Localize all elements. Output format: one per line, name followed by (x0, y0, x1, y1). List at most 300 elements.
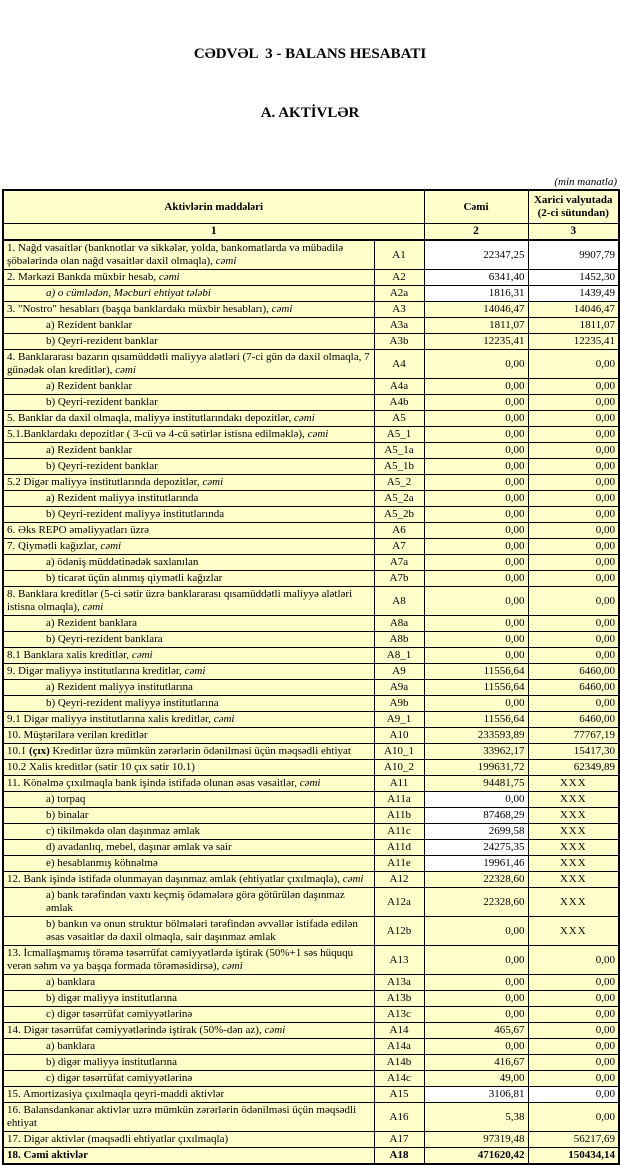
table-row (3, 1071, 619, 1087)
cell-total: 0,00 (424, 459, 528, 475)
cell-total: 0,00 (424, 696, 528, 712)
label-text-run: 12. Bank işində istifadə olunmayan daşınmaz əmlak (ehtiyatlar çıxılmaqla), (7, 873, 343, 885)
cell-foreign: XXX (528, 824, 619, 840)
row-code: A15 (374, 1087, 424, 1103)
row-code: A14 (374, 1023, 424, 1039)
label-text-run: (çıx) (29, 745, 50, 757)
label-text-run: b) bankın və onun struktur bölmələri tərəfindən əvvəllər istifadə edilən əsas vəsaitlər də daxil olmaqla, sair daşınmaz əmlak (46, 918, 358, 943)
label-text-run: cəmi (202, 476, 224, 488)
row-label (3, 648, 374, 664)
cell-total: 22328,60 (424, 872, 528, 888)
row-label (3, 728, 374, 744)
row-label (3, 1007, 374, 1023)
cell-foreign: XXX (528, 808, 619, 824)
label-text-run: 5.2 Digər maliyyə institutlarında depozitlər, (7, 476, 203, 488)
table-row (3, 648, 619, 664)
row-code: A5_2a (374, 491, 424, 507)
label-text-run: 10.1 (7, 745, 29, 757)
label-text-run: b) Qeyri-rezident maliyyə institutlarında (46, 508, 225, 520)
cell-foreign: XXX (528, 792, 619, 808)
row-code: A10 (374, 728, 424, 744)
row-code: A5_1a (374, 443, 424, 459)
cell-foreign: 14046,47 (528, 302, 619, 318)
label-text-run: 18. Cəmi aktivlər (7, 1149, 88, 1161)
cell-foreign: 0,00 (528, 1087, 619, 1103)
cell-total: 199631,72 (424, 760, 528, 776)
label-text-run: a) torpaq (46, 793, 86, 805)
cell-foreign: XXX (528, 888, 619, 917)
row-label (3, 888, 374, 917)
cell-total: 0,00 (424, 946, 528, 975)
row-label (3, 1132, 374, 1148)
label-text-run: cəmi (342, 873, 364, 885)
label-text-run: 10.2 Xalis kreditlər (sətir 10 çıx sətir 10.1) (7, 761, 195, 773)
table-row (3, 856, 619, 872)
row-code: A13b (374, 991, 424, 1007)
table-row (3, 824, 619, 840)
table-row (3, 350, 619, 379)
cell-total: 465,67 (424, 1023, 528, 1039)
cell-total: 0,00 (424, 975, 528, 991)
cell-total: 19961,46 (424, 856, 528, 872)
cell-total: 24275,35 (424, 840, 528, 856)
row-code: A8b (374, 632, 424, 648)
row-label (3, 696, 374, 712)
cell-foreign: 12235,41 (528, 334, 619, 350)
row-code: A12a (374, 888, 424, 917)
cell-total: 0,00 (424, 507, 528, 523)
cell-foreign: 0,00 (528, 946, 619, 975)
label-text-run: a) bank tərəfindən vaxtı keçmiş ödəmələrə görə götürülən daşınmaz əmlak (46, 889, 345, 914)
row-label (3, 1039, 374, 1055)
label-text-run: cəmi (158, 271, 180, 283)
row-label (3, 334, 374, 350)
row-code: A9 (374, 664, 424, 680)
row-code: A8 (374, 587, 424, 616)
row-label (3, 712, 374, 728)
cell-foreign: 0,00 (528, 350, 619, 379)
label-text-run: 8. Banklara kreditlər (5-ci sətir üzrə banklararası qısamüddətli maliyyə alətləri istisna olmaqla), (7, 588, 353, 613)
row-code: A13c (374, 1007, 424, 1023)
cell-foreign: 1452,30 (528, 270, 619, 286)
label-text-run: b) Qeyri-rezident banklara (46, 633, 163, 645)
table-row (3, 1055, 619, 1071)
label-text-run: b) digər maliyyə institutlarına (46, 992, 178, 1004)
table-row (3, 1087, 619, 1103)
row-label (3, 680, 374, 696)
label-text-run: cəmi (100, 540, 122, 552)
row-code: A7 (374, 539, 424, 555)
cell-total: 11556,64 (424, 664, 528, 680)
table-row (3, 587, 619, 616)
row-label (3, 302, 374, 318)
label-text-run: 9.1 Digər maliyyə institutlarına xalis kreditlər, (7, 713, 214, 725)
colnum-items: 1 (3, 224, 424, 241)
table-row (3, 696, 619, 712)
table-row (3, 1103, 619, 1132)
colnum-foreign: 3 (528, 224, 619, 241)
label-text-run: cəmi (115, 364, 136, 376)
cell-foreign: 0,00 (528, 443, 619, 459)
row-code: A5_1b (374, 459, 424, 475)
cell-foreign: 0,00 (528, 411, 619, 427)
label-text-run: b) digər maliyyə institutlarına (46, 1056, 178, 1068)
cell-foreign: XXX (528, 776, 619, 792)
label-text-run: a) banklara (46, 976, 96, 988)
row-label (3, 507, 374, 523)
cell-total: 0,00 (424, 648, 528, 664)
row-label (3, 270, 374, 286)
row-label (3, 1148, 374, 1165)
row-code: A12b (374, 917, 424, 946)
row-label (3, 808, 374, 824)
cell-foreign: 0,00 (528, 459, 619, 475)
cell-foreign: 0,00 (528, 379, 619, 395)
cell-foreign: 0,00 (528, 616, 619, 632)
cell-total: 3106,81 (424, 1087, 528, 1103)
row-code: A18 (374, 1148, 424, 1165)
cell-total: 0,00 (424, 1007, 528, 1023)
label-text-run: a) Rezident maliyyə institutlarına (46, 681, 193, 693)
row-code: A12 (374, 872, 424, 888)
row-code: A11 (374, 776, 424, 792)
label-text-run: a) Rezident banklar (46, 444, 133, 456)
label-text-run: cəmi (222, 960, 243, 972)
cell-total: 416,67 (424, 1055, 528, 1071)
label-text-run: 9. Digər maliyyə institutlarına kreditlər, (7, 665, 185, 677)
label-text-run: Kreditlər üzrə mümkün zərərlərin ödənilməsi üçün məqsədli ehtiyat (49, 745, 351, 757)
table-row (3, 555, 619, 571)
label-text-run: 5.1.Banklardakı depozitlər ( 3-cü və 4-cü sətirlər istisna edilməklə), (7, 428, 308, 440)
row-label (3, 872, 374, 888)
row-label (3, 395, 374, 411)
row-code: A17 (374, 1132, 424, 1148)
label-text-run: a) ödəniş müddətinədək saxlanılan (46, 556, 199, 568)
label-text-run: c) tikilməkdə olan daşınmaz əmlak (46, 825, 200, 837)
table-row (3, 840, 619, 856)
cell-foreign: 0,00 (528, 539, 619, 555)
cell-foreign: 0,00 (528, 491, 619, 507)
row-code: A10_2 (374, 760, 424, 776)
table-row (3, 632, 619, 648)
cell-foreign: 0,00 (528, 1103, 619, 1132)
row-code: A11c (374, 824, 424, 840)
row-label (3, 555, 374, 571)
label-text-run: 16. Balansdankənar aktivlər uzrə mümkün zərərlərin ödənilməsi üçün məqsədli ehtiyat (7, 1104, 357, 1129)
column-number-row (3, 224, 619, 241)
cell-foreign: 0,00 (528, 1007, 619, 1023)
label-text-run: 3. "Nostro" hesabları (başqa banklardakı müxbir hesabları), (7, 303, 272, 315)
cell-foreign: 77767,19 (528, 728, 619, 744)
cell-foreign: 0,00 (528, 587, 619, 616)
row-code: A4 (374, 350, 424, 379)
cell-total: 49,00 (424, 1071, 528, 1087)
label-text-run: b) Qeyri-rezident maliyyə institutlarına (46, 697, 219, 709)
header-foreign-label: Xarici valyutada (2-ci sütundan) (528, 190, 619, 224)
row-code: A5_2b (374, 507, 424, 523)
cell-foreign: 9907,79 (528, 240, 619, 270)
label-text-run: d) avadanlıq, mebel, daşınar əmlak və sair (46, 841, 232, 853)
label-text-run: c) digər təsərrüfat cəmiyyətlərinə (46, 1008, 193, 1020)
cell-total: 0,00 (424, 792, 528, 808)
cell-foreign: 6460,00 (528, 680, 619, 696)
cell-foreign: XXX (528, 872, 619, 888)
row-label (3, 411, 374, 427)
row-code: A14a (374, 1039, 424, 1055)
row-label (3, 1087, 374, 1103)
label-text-run: 17. Digər aktivlər (məqsədli ehtiyatlar çıxılmaqla) (7, 1133, 229, 1145)
table-row (3, 975, 619, 991)
table-row (3, 240, 619, 270)
table-row (3, 475, 619, 491)
cell-total: 33962,17 (424, 744, 528, 760)
cell-foreign: 0,00 (528, 696, 619, 712)
row-label (3, 1071, 374, 1087)
cell-foreign: 1439,49 (528, 286, 619, 302)
row-label (3, 1055, 374, 1071)
cell-total: 0,00 (424, 491, 528, 507)
cell-foreign: XXX (528, 917, 619, 946)
cell-foreign: 6460,00 (528, 712, 619, 728)
label-text-run: a) o cümlədən, Məcburi ehtiyat tələbi (46, 287, 211, 299)
row-code: A5_1 (374, 427, 424, 443)
row-label (3, 459, 374, 475)
row-label (3, 379, 374, 395)
row-label (3, 1023, 374, 1039)
cell-total: 0,00 (424, 395, 528, 411)
table-body (3, 240, 619, 1164)
cell-total: 22347,25 (424, 240, 528, 270)
label-text-run: 7. Qiymətli kağızlar, (7, 540, 101, 552)
row-label (3, 760, 374, 776)
table-row (3, 571, 619, 587)
label-text-run: 6. Əks REPO əməliyyatları üzrə (7, 524, 150, 536)
label-text-run: c) digər təsərrüfat cəmiyyətlərinə (46, 1072, 193, 1084)
table-row (3, 664, 619, 680)
cell-foreign: 0,00 (528, 975, 619, 991)
row-code: A8_1 (374, 648, 424, 664)
header-items-label: Aktivlərin maddələri (3, 190, 424, 224)
row-code: A11b (374, 808, 424, 824)
row-label (3, 632, 374, 648)
cell-foreign: 56217,69 (528, 1132, 619, 1148)
label-text-run: cəmi (215, 255, 237, 267)
cell-total: 2699,58 (424, 824, 528, 840)
row-label (3, 523, 374, 539)
cell-foreign: 0,00 (528, 507, 619, 523)
row-code: A4a (374, 379, 424, 395)
table-row (3, 1039, 619, 1055)
row-label (3, 975, 374, 991)
label-text-run: 2. Mərkəzi Bankda müxbir hesab, (7, 271, 159, 283)
row-label (3, 427, 374, 443)
row-code: A2a (374, 286, 424, 302)
cell-total: 471620,42 (424, 1148, 528, 1165)
row-label (3, 840, 374, 856)
label-text-run: cəmi (307, 428, 329, 440)
row-label (3, 792, 374, 808)
cell-foreign: 1811,07 (528, 318, 619, 334)
cell-foreign: 0,00 (528, 475, 619, 491)
table-row (3, 946, 619, 975)
cell-foreign: 0,00 (528, 523, 619, 539)
table-row (3, 917, 619, 946)
header-total-label: Cəmi (424, 190, 528, 224)
cell-total: 0,00 (424, 991, 528, 1007)
row-code: A3b (374, 334, 424, 350)
row-label (3, 1103, 374, 1132)
cell-foreign: 0,00 (528, 1023, 619, 1039)
label-text-run: 13. İcmallaşmamış törəmə təsərrüfat cəmiyyətlərdə iştirak (50%+1 səs hüququ verən səhm və ya başqa formada törəməsidirsə), (7, 947, 354, 972)
cell-foreign: 0,00 (528, 632, 619, 648)
cell-total: 0,00 (424, 917, 528, 946)
table-row (3, 334, 619, 350)
cell-foreign: 0,00 (528, 555, 619, 571)
row-code: A13 (374, 946, 424, 975)
label-text-run: b) binalar (46, 809, 89, 821)
row-label (3, 856, 374, 872)
cell-total: 0,00 (424, 1039, 528, 1055)
label-text-run: cəmi (271, 303, 293, 315)
row-label (3, 991, 374, 1007)
table-row (3, 1148, 619, 1165)
cell-foreign: 150434,14 (528, 1148, 619, 1165)
cell-foreign: 0,00 (528, 427, 619, 443)
cell-foreign: 0,00 (528, 648, 619, 664)
table-row (3, 395, 619, 411)
table-row (3, 379, 619, 395)
unit-note: (min manatla) (554, 176, 617, 188)
row-code: A4b (374, 395, 424, 411)
table-row (3, 411, 619, 427)
table-row (3, 872, 619, 888)
row-label (3, 616, 374, 632)
label-text-run: cəmi (264, 1024, 286, 1036)
table-row (3, 539, 619, 555)
cell-foreign: 0,00 (528, 991, 619, 1007)
table-row (3, 712, 619, 728)
table-row (3, 792, 619, 808)
row-label (3, 240, 374, 270)
row-code: A6 (374, 523, 424, 539)
table-row (3, 776, 619, 792)
label-text-run: cəmi (213, 713, 235, 725)
cell-total: 94481,75 (424, 776, 528, 792)
cell-total: 0,00 (424, 539, 528, 555)
row-label (3, 744, 374, 760)
cell-total: 0,00 (424, 379, 528, 395)
balance-table (2, 189, 620, 1165)
cell-total: 12235,41 (424, 334, 528, 350)
table-row (3, 523, 619, 539)
cell-foreign: 62349,89 (528, 760, 619, 776)
cell-foreign: 0,00 (528, 1039, 619, 1055)
table-row (3, 270, 619, 286)
cell-foreign: 0,00 (528, 1071, 619, 1087)
cell-total: 1811,07 (424, 318, 528, 334)
table-row (3, 991, 619, 1007)
label-text-run: cəmi (294, 412, 315, 424)
label-text-run: cəmi (184, 665, 206, 677)
row-label (3, 776, 374, 792)
label-text-run: b) Qeyri-rezident banklar (46, 335, 158, 347)
cell-total: 5,38 (424, 1103, 528, 1132)
cell-total: 6341,40 (424, 270, 528, 286)
row-code: A8a (374, 616, 424, 632)
row-label (3, 587, 374, 616)
label-text-run: 10. Müştərilərə verilən kreditlər (7, 729, 148, 741)
cell-total: 11556,64 (424, 680, 528, 696)
row-code: A9a (374, 680, 424, 696)
row-label (3, 318, 374, 334)
cell-total: 233593,89 (424, 728, 528, 744)
label-text-run: cəmi (82, 601, 104, 613)
cell-foreign: 15417,30 (528, 744, 619, 760)
label-text-run: 14. Digər təsərrüfat cəmiyyətlərində iştirak (50%-dən az), (7, 1024, 265, 1036)
table-row (3, 888, 619, 917)
table-row (3, 728, 619, 744)
row-code: A7a (374, 555, 424, 571)
table-row (3, 808, 619, 824)
label-text-run: 8.1 Banklara xalis kreditlər, (7, 649, 132, 661)
table-row (3, 443, 619, 459)
table-row (3, 760, 619, 776)
row-label (3, 946, 374, 975)
cell-total: 0,00 (424, 555, 528, 571)
cell-total: 87468,29 (424, 808, 528, 824)
row-code: A7b (374, 571, 424, 587)
table-row (3, 427, 619, 443)
page-title-line2: A. AKTİVLƏR (260, 104, 360, 121)
table-row (3, 302, 619, 318)
table-row (3, 680, 619, 696)
table-row (3, 1023, 619, 1039)
table-row (3, 491, 619, 507)
cell-foreign: XXX (528, 840, 619, 856)
cell-total: 14046,47 (424, 302, 528, 318)
row-code: A9_1 (374, 712, 424, 728)
cell-foreign: 0,00 (528, 571, 619, 587)
row-code: A11a (374, 792, 424, 808)
cell-foreign: 6460,00 (528, 664, 619, 680)
page-title (0, 0, 620, 162)
label-text-run: cəmi (131, 649, 153, 661)
label-text-run: 5. Banklar da daxil olmaqla, maliyyə institutlarındakı depozitlər, (7, 412, 295, 424)
cell-total: 0,00 (424, 475, 528, 491)
label-text-run: cəmi (299, 777, 321, 789)
cell-total: 0,00 (424, 616, 528, 632)
label-text-run: a) Rezident maliyyə institutlarında (46, 492, 199, 504)
row-code: A11e (374, 856, 424, 872)
row-code: A3a (374, 318, 424, 334)
row-label (3, 539, 374, 555)
cell-foreign: XXX (528, 856, 619, 872)
row-code: A10_1 (374, 744, 424, 760)
cell-total: 11556,64 (424, 712, 528, 728)
header-row (3, 190, 619, 224)
row-label (3, 664, 374, 680)
row-code: A1 (374, 240, 424, 270)
row-label (3, 491, 374, 507)
cell-total: 0,00 (424, 587, 528, 616)
row-label (3, 286, 374, 302)
row-code: A16 (374, 1103, 424, 1132)
cell-total: 0,00 (424, 443, 528, 459)
cell-total: 0,00 (424, 571, 528, 587)
label-text-run: 15. Amortizasiya çıxılmaqla qeyri-maddi aktivlər (7, 1088, 225, 1100)
row-code: A14c (374, 1071, 424, 1087)
table-row (3, 459, 619, 475)
